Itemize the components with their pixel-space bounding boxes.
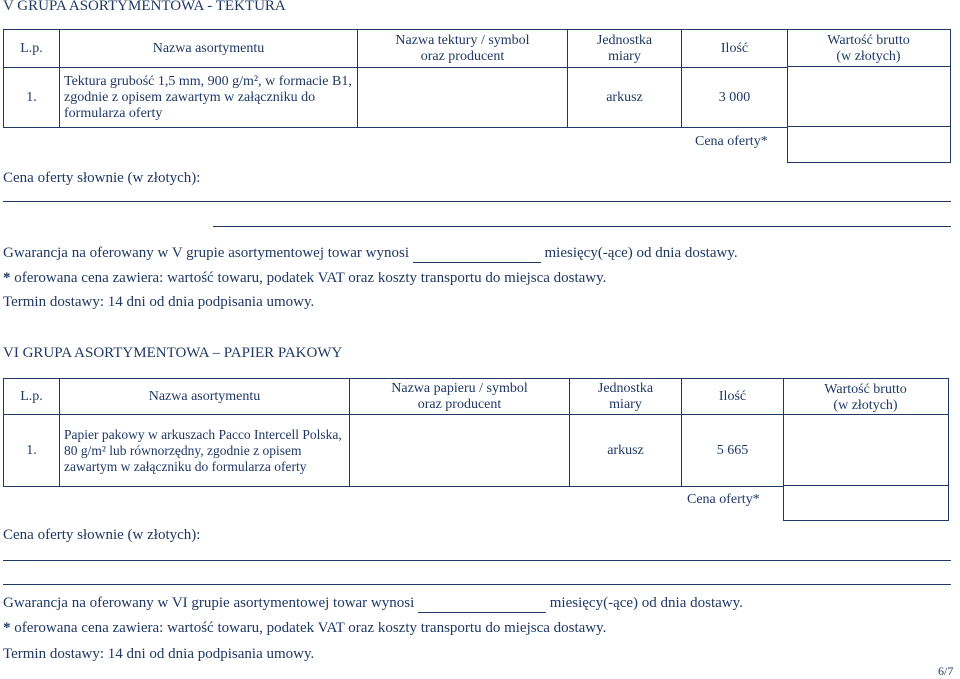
- words-label: Cena oferty słownie (w złotych):: [3, 170, 201, 186]
- header-product: Nazwa tektury / symbol oraz producent: [358, 30, 568, 68]
- delivery-term: Termin dostawy: 14 dni od dnia podpisania umowy.: [3, 646, 315, 662]
- header-unit: Jednostka miary: [568, 30, 682, 68]
- table-row: [4, 68, 788, 128]
- header-value: Wartość brutto (w złotych): [787, 29, 951, 67]
- table-header-row: [4, 379, 784, 415]
- cell-qty: 5 665: [682, 415, 784, 487]
- words-line-1[interactable]: [3, 560, 951, 561]
- section5-table: [3, 29, 788, 128]
- words-label: Cena oferty słownie (w złotych):: [3, 527, 201, 543]
- words-line-1[interactable]: [3, 201, 951, 202]
- guarantee-text: Gwarancja na oferowany w VI grupie asortymentowej towar wynosi miesięcy(-ące) od dnia dostawy.: [3, 595, 743, 611]
- price-total-box[interactable]: [783, 485, 949, 521]
- guarantee-blank[interactable]: [418, 595, 546, 613]
- cell-unit: arkusz: [570, 415, 682, 487]
- header-value: Wartość brutto (w złotych): [783, 378, 949, 415]
- cell-value[interactable]: [787, 66, 951, 126]
- page-number: 6/7: [938, 664, 954, 678]
- section6-table: [3, 378, 784, 487]
- table-header-row: [4, 30, 788, 68]
- table-row: [4, 415, 784, 487]
- cell-value[interactable]: [783, 414, 949, 486]
- price-label: Cena oferty*: [687, 492, 760, 507]
- header-name: Nazwa asortymentu: [60, 30, 358, 68]
- price-note: * oferowana cena zawiera: wartość towaru, podatek VAT oraz koszty transportu do miejsca dostawy.: [3, 620, 607, 636]
- cell-lp: 1.: [4, 68, 60, 128]
- header-qty: Ilość: [682, 379, 784, 415]
- section5-title: V GRUPA ASORTYMENTOWA - TEKTURA: [3, 0, 286, 14]
- header-lp: L.p.: [4, 379, 60, 415]
- cell-qty: 3 000: [682, 68, 788, 128]
- guarantee-text: Gwarancja na oferowany w V grupie asortymentowej towar wynosi miesięcy(-ące) od dnia dostawy.: [3, 245, 738, 261]
- guarantee-blank[interactable]: [413, 245, 541, 263]
- cell-lp: 1.: [4, 415, 60, 487]
- delivery-term: Termin dostawy: 14 dni od dnia podpisania umowy.: [3, 294, 315, 310]
- cell-product[interactable]: [358, 68, 568, 128]
- cell-description: Papier pakowy w arkuszach Pacco Intercell Polska, 80 g/m² lub równorzędny, zgodnie z opisem zawartym w załączniku do formularza oferty: [60, 415, 350, 487]
- price-total-box[interactable]: [787, 126, 951, 163]
- cell-product[interactable]: [350, 415, 570, 487]
- cell-unit: arkusz: [568, 68, 682, 128]
- words-line-2[interactable]: [213, 226, 951, 227]
- header-product: Nazwa papieru / symbol oraz producent: [350, 379, 570, 415]
- price-note: * oferowana cena zawiera: wartość towaru, podatek VAT oraz koszty transportu do miejsca dostawy.: [3, 270, 607, 286]
- price-label: Cena oferty*: [695, 134, 768, 149]
- section6-title: VI GRUPA ASORTYMENTOWA – PAPIER PAKOWY: [3, 345, 343, 361]
- header-unit: Jednostka miary: [570, 379, 682, 415]
- header-name: Nazwa asortymentu: [60, 379, 350, 415]
- header-qty: Ilość: [682, 30, 788, 68]
- cell-description: Tektura grubość 1,5 mm, 900 g/m², w formacie B1, zgodnie z opisem zawartym w załączniku do formularza oferty: [60, 68, 358, 128]
- header-lp: L.p.: [4, 30, 60, 68]
- words-line-2[interactable]: [3, 584, 951, 585]
